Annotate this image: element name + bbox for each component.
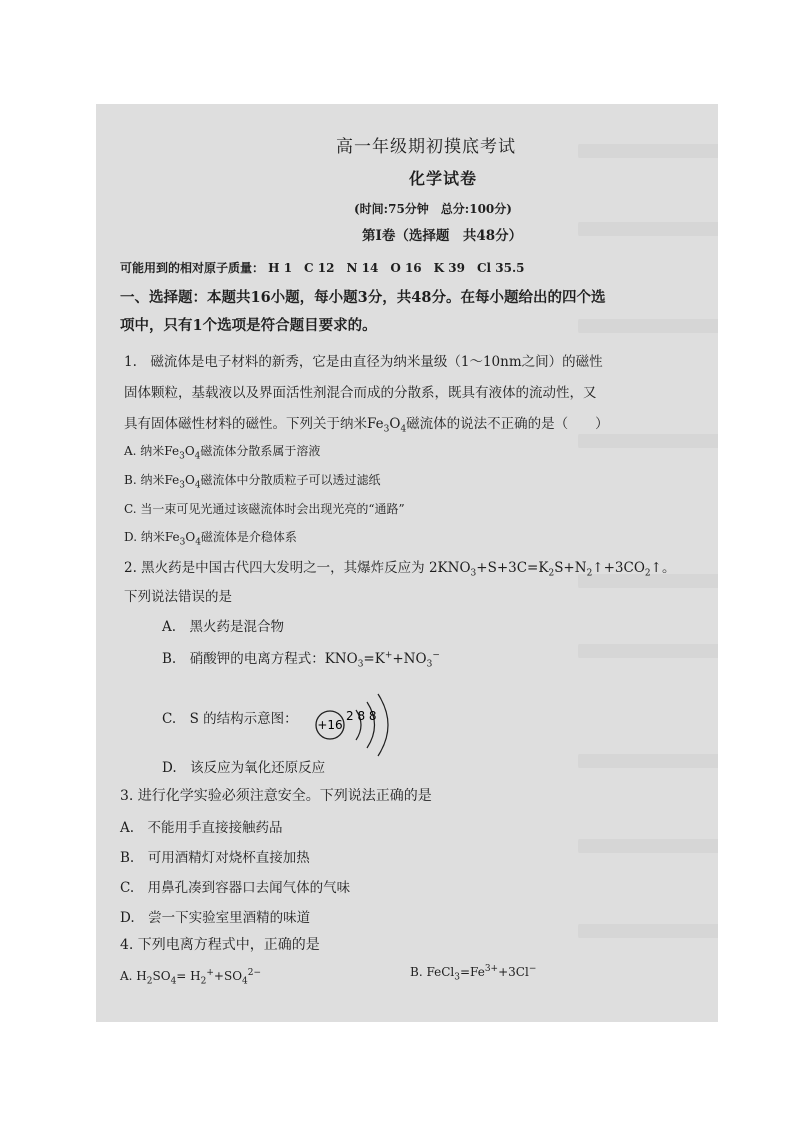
instructions-line-1: 一、选择题：本题共16小题，每小题3分，共48分。在每小题给出的四个选: [120, 289, 606, 306]
bleed-through-strip: [578, 319, 718, 333]
bleed-through-strip: [578, 222, 718, 236]
q1-stem-line-1: 1. 磁流体是电子材料的新秀，它是由直径为纳米量级（1～10nm之间）的磁性: [124, 354, 603, 370]
q1-stem-line-3: 具有固体磁性材料的磁性。下列关于纳米$Fe_3O_4$磁流体的说法不正确的是（ ）: [124, 416, 609, 435]
electron-shell-arc: [378, 694, 388, 756]
q1-option-a: A. 纳米$Fe_3O_4$磁流体分散系属于溶液: [124, 444, 321, 462]
electron-counts: 2 8 8: [346, 709, 377, 723]
nucleus-charge: +16: [317, 718, 343, 732]
section-title: 第Ⅰ卷（选择题 共48分）: [362, 228, 523, 244]
bleed-through-strip: [578, 434, 718, 448]
q3-option-d: D. 尝一下实验室里酒精的味道: [120, 910, 311, 926]
bleed-through-strip: [578, 144, 718, 158]
bleed-through-strip: [578, 839, 718, 853]
q1-stem-line-2: 固体颗粒，基载液以及界面活性剂混合而成的分散系，既具有液体的流动性，又: [124, 385, 597, 401]
q1-option-b: B. 纳米$Fe_3O_4$磁流体中分散质粒子可以透过滤纸: [124, 473, 381, 491]
sulfur-atom-diagram: [312, 690, 442, 760]
q3-option-b: B. 可用酒精灯对烧杯直接加热: [120, 850, 310, 866]
atomic-masses: 可能用到的相对原子质量： H 1 C 12 N 14 O 16 K 39 Cl 35.5: [120, 261, 525, 275]
q2-option-a: A. 黑火药是混合物: [162, 619, 285, 635]
time-info: (时间:75分钟 总分:100分): [354, 202, 512, 216]
q1-option-c: C. 当一束可见光通过该磁流体时会出现光亮的“通路”: [124, 502, 405, 516]
instructions-line-2: 项中，只有1个选项是符合题目要求的。: [120, 317, 377, 334]
q2-stem-line-2: 下列说法错误的是: [124, 589, 232, 605]
bleed-through-strip: [578, 644, 718, 658]
q3-option-a: A. 不能用手直接接触药品: [120, 820, 283, 836]
q2-option-c: C. S 的结构示意图：: [162, 711, 298, 727]
q4-stem: 4. 下列电离方程式中，正确的是: [120, 937, 320, 953]
q2-stem-line-1: 2. 黑火药是中国古代四大发明之一，其爆炸反应为 $2KNO_3+S+3C=K_2S+N_2↑+3CO_2↑$。: [124, 560, 676, 579]
q2-option-d: D. 该反应为氧化还原反应: [162, 760, 326, 776]
q3-stem: 3. 进行化学实验必须注意安全。下列说法正确的是: [120, 788, 432, 804]
bleed-through-strip: [578, 924, 718, 938]
q4-option-a: A. $H_2SO_4= H_2^++SO_4^{2-}$: [120, 968, 262, 987]
subject-title: 化学试卷: [409, 169, 478, 188]
bleed-through-strip: [578, 754, 718, 768]
q2-option-b: B. 硝酸钾的电离方程式：$KNO_3=K^++NO_3^-$: [162, 650, 440, 670]
exam-paper: [96, 104, 718, 1022]
q3-option-c: C. 用鼻孔凑到容器口去闻气体的气味: [120, 880, 351, 896]
q1-option-d: D. 纳米$Fe_3O_4$磁流体是介稳体系: [124, 530, 297, 548]
q4-option-b: B. $FeCl_3=Fe^{3+}+3Cl^-$: [410, 964, 537, 983]
page-title: 高一年级期初摸底考试: [336, 137, 516, 157]
